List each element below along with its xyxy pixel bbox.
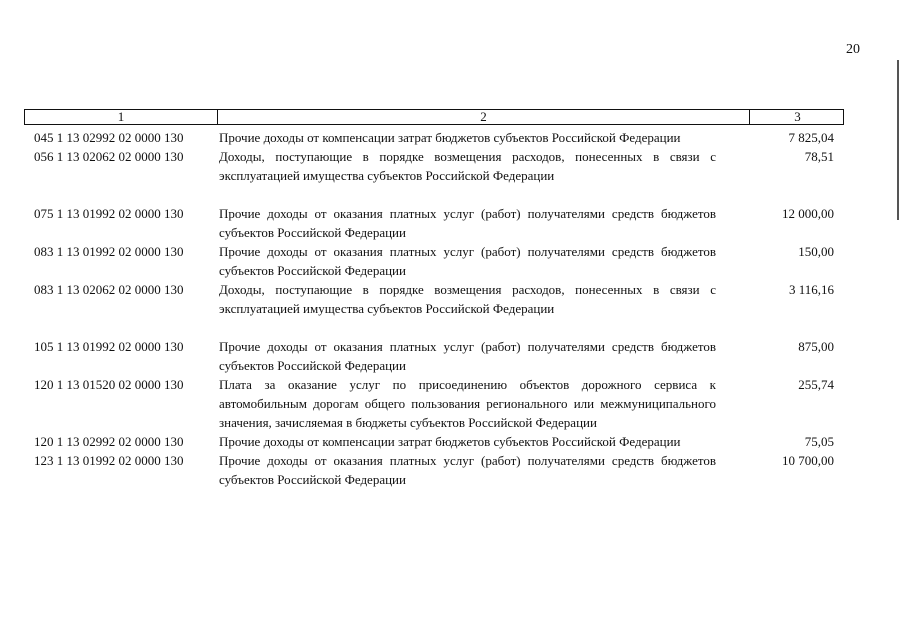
budget-code: 075 1 13 01992 02 0000 130 bbox=[34, 206, 184, 221]
table-row bbox=[24, 280, 844, 318]
amount: 10 700,00 bbox=[782, 453, 834, 468]
scan-edge-line bbox=[897, 60, 899, 220]
income-description: Прочие доходы от оказания платных услуг (работ) получателями средств бюджетов субъектов Российской Федерации bbox=[219, 206, 716, 240]
table-row bbox=[24, 204, 844, 242]
budget-code: 123 1 13 01992 02 0000 130 bbox=[34, 453, 184, 468]
income-description: Прочие доходы от оказания платных услуг (работ) получателями средств бюджетов субъектов Российской Федерации bbox=[219, 244, 716, 278]
amount: 7 825,04 bbox=[788, 130, 834, 145]
header-col-3: 3 bbox=[749, 110, 845, 124]
amount: 875,00 bbox=[798, 339, 834, 354]
budget-code: 105 1 13 01992 02 0000 130 bbox=[34, 339, 184, 354]
revenue-table bbox=[24, 109, 844, 489]
income-description: Доходы, поступающие в порядке возмещения расходов, понесенных в связи с эксплуатацией имущества субъектов Российской Федерации bbox=[219, 282, 716, 316]
income-description: Прочие доходы от оказания платных услуг (работ) получателями средств бюджетов субъектов Российской Федерации bbox=[219, 339, 716, 373]
table-row bbox=[24, 128, 844, 147]
budget-code: 120 1 13 02992 02 0000 130 bbox=[34, 434, 184, 449]
header-col-1: 1 bbox=[117, 109, 125, 124]
income-description: Прочие доходы от оказания платных услуг (работ) получателями средств бюджетов субъектов Российской Федерации bbox=[219, 453, 716, 487]
budget-code: 083 1 13 01992 02 0000 130 bbox=[34, 244, 184, 259]
amount: 78,51 bbox=[804, 149, 834, 164]
budget-code: 045 1 13 02992 02 0000 130 bbox=[34, 130, 184, 145]
income-description: Прочие доходы от компенсации затрат бюджетов субъектов Российской Федерации bbox=[219, 130, 681, 145]
income-description: Доходы, поступающие в порядке возмещения расходов, понесенных в связи с эксплуатацией имущества субъектов Российской Федерации bbox=[219, 149, 716, 183]
table-row bbox=[24, 451, 844, 489]
table-row bbox=[24, 337, 844, 375]
header-col-2: 2 bbox=[217, 110, 749, 124]
amount: 150,00 bbox=[798, 244, 834, 259]
amount: 75,05 bbox=[804, 434, 834, 449]
amount: 3 116,16 bbox=[788, 282, 834, 297]
income-description: Прочие доходы от компенсации затрат бюджетов субъектов Российской Федерации bbox=[219, 434, 681, 449]
income-description: Плата за оказание услуг по присоединению объектов дорожного сервиса к автомобильным дорогам общего пользования регионального или межмуниципального значения, зачисляемая в бюджеты субъектов Российской Федерации bbox=[219, 377, 716, 430]
table-header bbox=[24, 109, 844, 125]
amount: 255,74 bbox=[798, 377, 834, 392]
table-row bbox=[24, 432, 844, 451]
amount: 12 000,00 bbox=[782, 206, 834, 221]
budget-code: 056 1 13 02062 02 0000 130 bbox=[34, 149, 184, 164]
table-row bbox=[24, 375, 844, 432]
budget-code: 120 1 13 01520 02 0000 130 bbox=[34, 377, 184, 392]
table-row bbox=[24, 242, 844, 280]
budget-code: 083 1 13 02062 02 0000 130 bbox=[34, 282, 184, 297]
table-body bbox=[24, 128, 844, 489]
page-number: 20 bbox=[846, 42, 860, 57]
table-row bbox=[24, 147, 844, 185]
